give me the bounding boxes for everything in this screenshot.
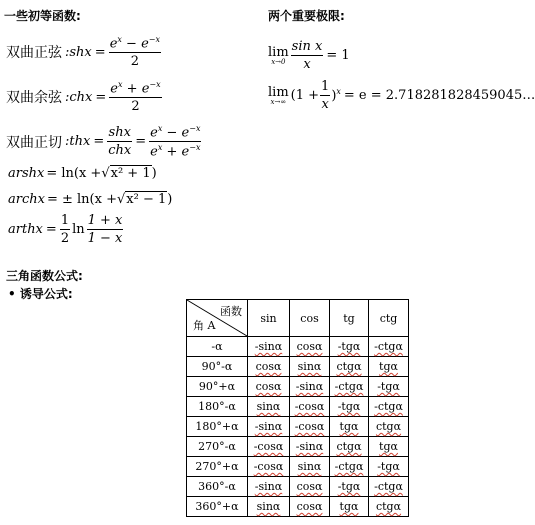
value-text: -tgα — [337, 480, 361, 493]
formula-arsh: arshx = ln(x + √ x² + 1 ) — [8, 165, 157, 181]
angle-cell: 270°+α — [187, 457, 248, 477]
value-cell — [369, 397, 409, 417]
value-text: -sinα — [295, 440, 324, 453]
value-cell — [330, 497, 369, 517]
value-cell — [248, 497, 290, 517]
formula-arch: archx = ± ln(x + √ x² − 1 ) — [8, 191, 173, 207]
value-cell — [290, 497, 330, 517]
column-header: tg — [330, 300, 369, 337]
value-text: cosα — [296, 500, 323, 513]
column-header: ctg — [369, 300, 409, 337]
fn-sh: shx — [69, 44, 92, 60]
heading-induction-formulas: • 诱导公式: — [8, 287, 73, 301]
value-text: cosα — [255, 360, 282, 373]
angle-cell: 90°+α — [187, 377, 248, 397]
value-cell — [290, 397, 330, 417]
value-cell — [290, 377, 330, 397]
value-cell — [290, 357, 330, 377]
fraction-th-ratio: $\frac{\text{shx}}{\text{chx}}$ — [108, 125, 132, 159]
value-text: -tgα — [337, 340, 361, 353]
value-text: -tgα — [377, 380, 400, 393]
table-row — [187, 417, 409, 437]
value-cell — [330, 337, 369, 357]
header-corner-cell: 函数 角 A — [187, 300, 248, 337]
angle-cell: 360°+α — [187, 497, 248, 517]
value-text: -cosα — [294, 420, 325, 433]
value-cell — [369, 497, 409, 517]
angle-cell: 180°-α — [187, 397, 248, 417]
value-cell — [290, 437, 330, 457]
value-cell — [330, 477, 369, 497]
value-text: -cosα — [294, 400, 325, 413]
sqrt-arch: x² − 1 — [126, 192, 167, 207]
table-row — [187, 377, 409, 397]
value-text: sinα — [256, 500, 281, 513]
angle-cell: 180°+α — [187, 417, 248, 437]
column-header: cos — [290, 300, 330, 337]
e-value: = e = 2.718281828459045… — [343, 88, 535, 103]
value-text: ctgα — [375, 500, 402, 513]
value-text: ctgα — [336, 440, 362, 453]
fraction-th-exp: $\frac{e^x - e^{-x}}{e^x + e^{-x}}$ — [150, 124, 201, 160]
fraction-ch: $\frac{e^x + e^{-x}}{2}$ — [110, 80, 161, 115]
table-row — [187, 337, 409, 357]
value-text: ctgα — [336, 360, 362, 373]
value-cell — [330, 377, 369, 397]
angle-cell: -α — [187, 337, 248, 357]
value-text: -ctgα — [374, 400, 403, 413]
value-text: sinα — [256, 400, 281, 413]
limit-sin: lim x→0 $\frac{\text{sin x}}{x}$ = 1 — [268, 39, 350, 72]
value-text: -tgα — [377, 460, 400, 473]
table-row — [187, 457, 409, 477]
label-th: 双曲正切 — [6, 134, 62, 151]
angle-cell: 90°-α — [187, 357, 248, 377]
formula-sh: 双曲正弦 : shx = $\frac{e^x - e^{-x}}{2}$ — [6, 35, 160, 70]
value-cell — [369, 377, 409, 397]
value-text: sinα — [297, 360, 322, 373]
fraction-sinx-x: $\frac{\text{sin x}}{x}$ — [291, 39, 323, 72]
fn-th: thx — [69, 134, 91, 150]
value-text: -tgα — [337, 400, 361, 413]
fraction-arth-half: $\frac{1}{2}$ — [60, 213, 70, 246]
table-header-row — [187, 300, 409, 337]
value-cell — [248, 477, 290, 497]
table-row — [187, 397, 409, 417]
fraction-1-over-x: $\frac{1}{x}$ — [321, 79, 330, 112]
value-text: ctgα — [375, 420, 402, 433]
value-cell — [248, 357, 290, 377]
value-text: -ctgα — [334, 380, 364, 393]
induction-formula-table — [186, 299, 409, 517]
value-cell — [290, 337, 330, 357]
formula-ch: 双曲余弦 : chx = $\frac{e^x + e^{-x}}{2}$ — [6, 80, 161, 115]
value-cell — [248, 417, 290, 437]
value-text: -cosα — [253, 460, 284, 473]
value-cell — [248, 377, 290, 397]
sqrt-arsh: x² + 1 — [110, 166, 151, 181]
angle-cell: 360°-α — [187, 477, 248, 497]
table-row — [187, 357, 409, 377]
value-cell — [248, 397, 290, 417]
value-cell — [369, 437, 409, 457]
label-ch: 双曲余弦 — [6, 90, 62, 107]
value-text: cosα — [296, 340, 323, 353]
value-text: -sinα — [254, 420, 283, 433]
label-sh: 双曲正弦 — [6, 45, 62, 62]
heading-trig-formulas: 三角函数公式: — [6, 269, 83, 283]
value-text: -sinα — [254, 480, 283, 493]
value-text: sinα — [297, 460, 322, 473]
value-text: -cosα — [253, 440, 284, 453]
value-text: tgα — [379, 360, 398, 373]
value-cell — [330, 457, 369, 477]
fn-arch: archx — [8, 191, 45, 207]
value-text: tgα — [339, 500, 359, 513]
value-text: -sinα — [254, 340, 283, 353]
value-text: -sinα — [295, 380, 324, 393]
lim-operator-1: lim x→0 — [268, 44, 289, 66]
value-text: -ctgα — [334, 460, 364, 473]
fn-arsh: arshx — [8, 165, 45, 181]
heading-elementary-functions: 一些初等函数: — [4, 9, 81, 23]
column-header: sin — [248, 300, 290, 337]
formula-arth: arthx = $\frac{1}{2}$ ln $\frac{1 + x}{1 - x}$ — [8, 213, 123, 246]
value-text: -ctgα — [374, 340, 403, 353]
formula-th: 双曲正切 : thx = $\frac{\text{shx}}{\text{chx}}$ = $\frac{e^x - e^{-x}}{e^x + e^{-x}}$ — [6, 124, 201, 160]
value-cell — [369, 357, 409, 377]
table-row — [187, 497, 409, 517]
value-cell — [290, 417, 330, 437]
fraction-arth: $\frac{1 + x}{1 - x}$ — [87, 213, 123, 246]
value-cell — [369, 457, 409, 477]
value-cell — [330, 437, 369, 457]
value-cell — [369, 477, 409, 497]
value-cell — [248, 437, 290, 457]
value-text: tgα — [339, 420, 359, 433]
value-cell — [369, 337, 409, 357]
value-text: cosα — [255, 380, 282, 393]
value-cell — [330, 397, 369, 417]
value-text: tgα — [379, 440, 398, 453]
table-row — [187, 477, 409, 497]
value-text: -ctgα — [374, 480, 403, 493]
table-row — [187, 437, 409, 457]
fn-ch: chx — [69, 89, 93, 105]
fraction-sh: $\frac{e^x - e^{-x}}{2}$ — [109, 35, 160, 70]
angle-cell: 270°-α — [187, 437, 248, 457]
lim-operator-2: lim x→∞ — [268, 84, 289, 106]
value-cell — [290, 477, 330, 497]
value-cell — [330, 357, 369, 377]
heading-important-limits: 两个重要极限: — [268, 9, 345, 23]
value-cell — [248, 457, 290, 477]
value-cell — [290, 457, 330, 477]
value-text: cosα — [296, 480, 323, 493]
fn-arth: arthx — [8, 222, 43, 237]
limit-e: lim x→∞ (1 + $\frac{1}{x}$ )$^x$ = e = 2.718281828459045… — [268, 79, 535, 112]
bullet-icon: • — [8, 287, 16, 301]
value-cell — [369, 417, 409, 437]
value-cell — [248, 337, 290, 357]
value-cell — [330, 417, 369, 437]
